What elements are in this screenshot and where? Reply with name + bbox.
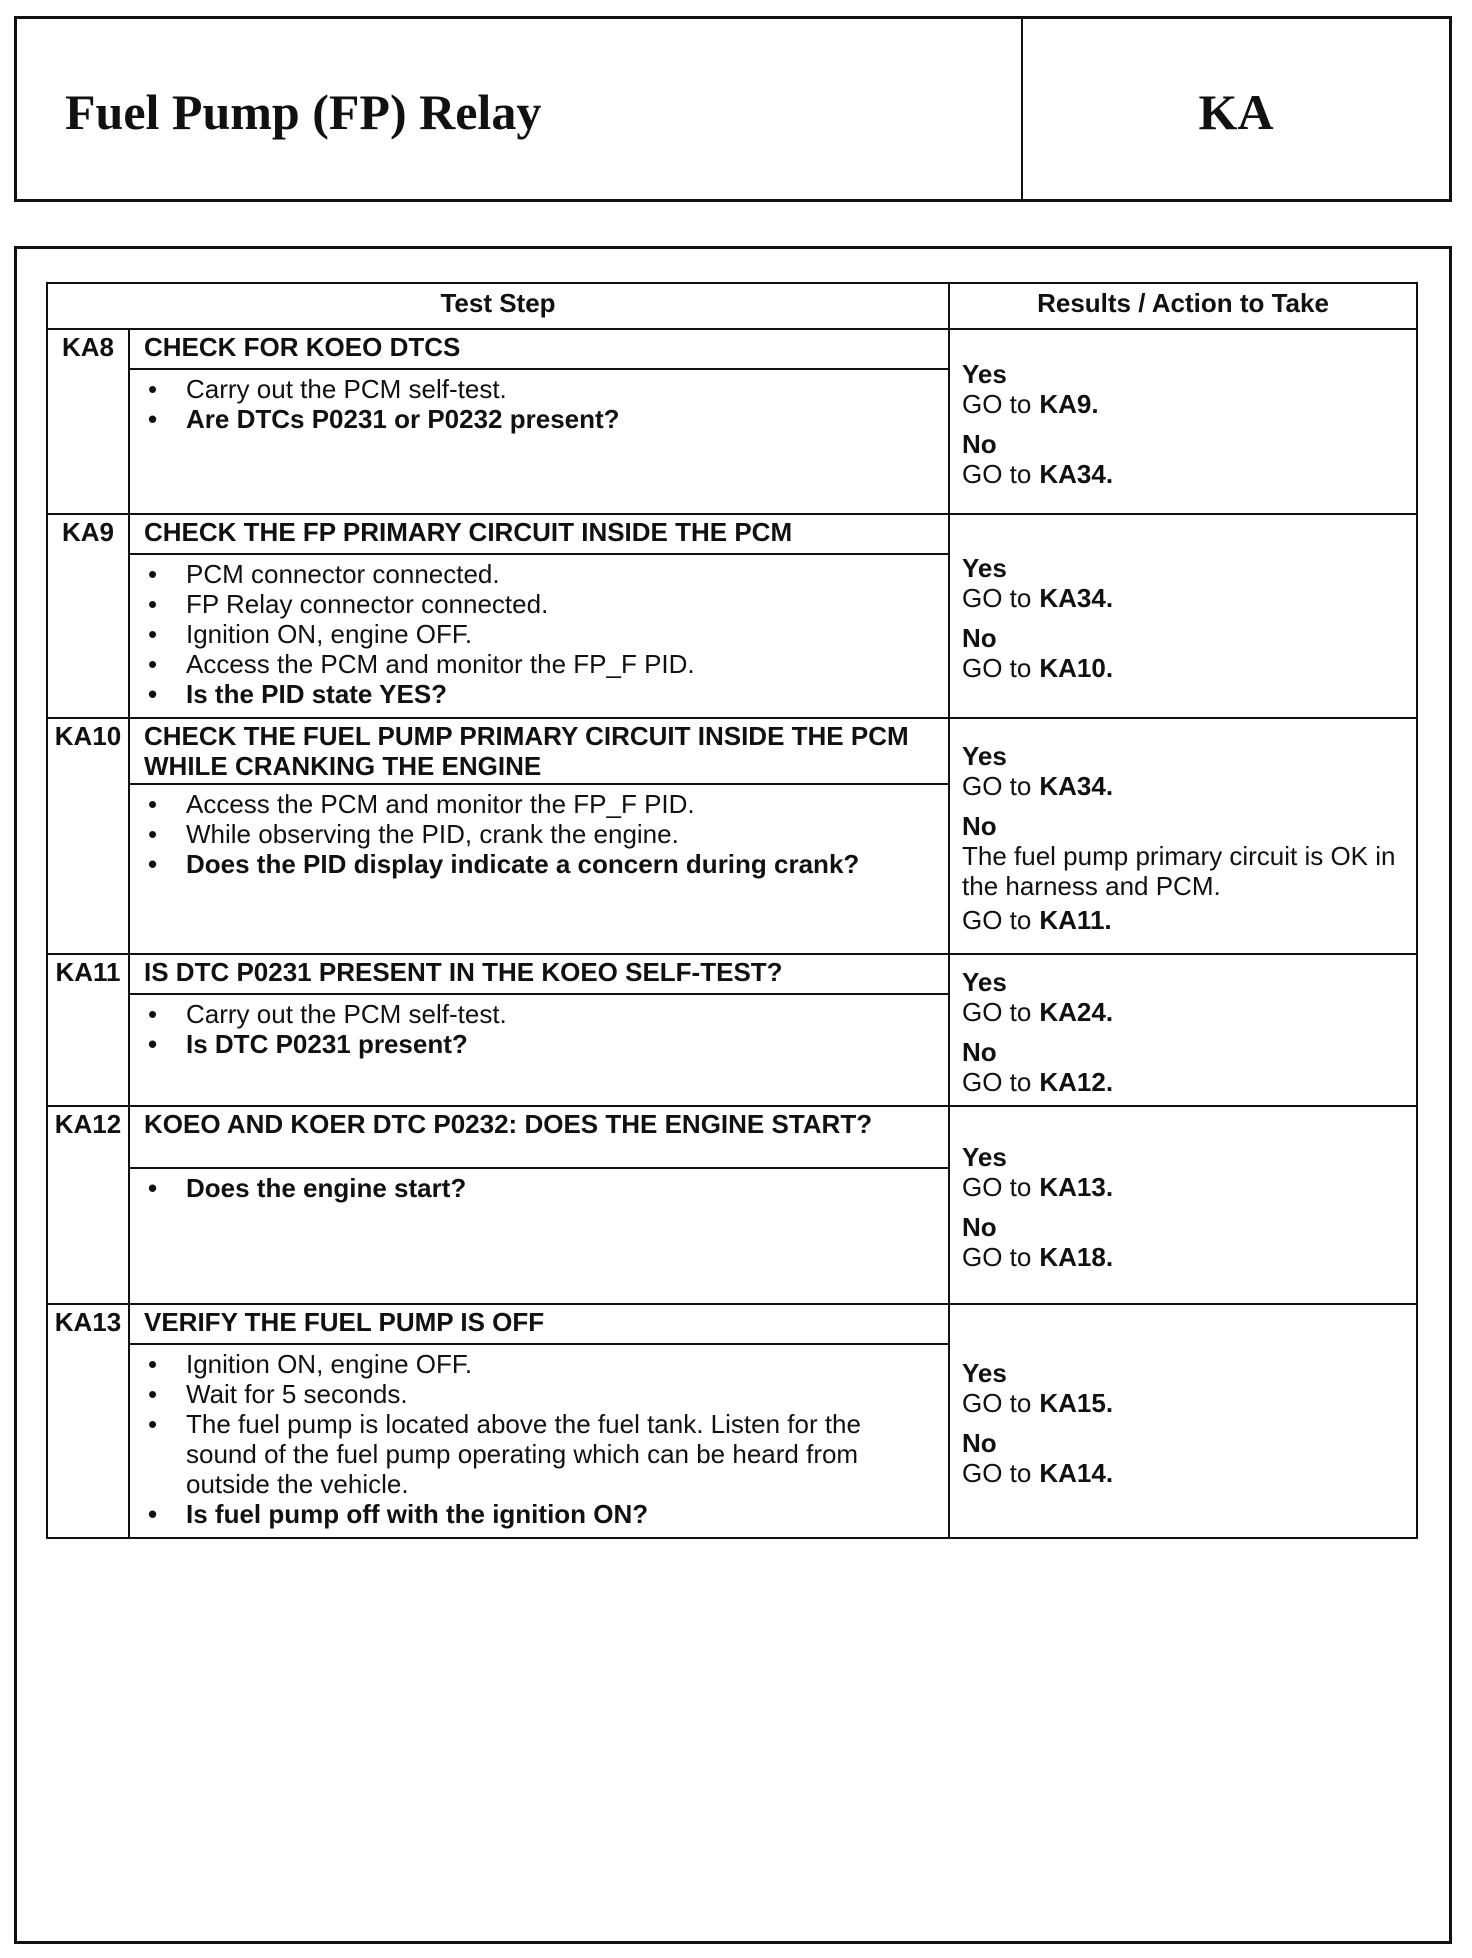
no-target-link[interactable]: KA14. — [1039, 1458, 1114, 1488]
yes-action — [962, 997, 1410, 1027]
step-question: • Is fuel pump off with the ignition ON? — [144, 1499, 938, 1529]
no-action — [962, 459, 1410, 489]
step-title: IS DTC P0231 PRESENT IN THE KOEO SELF-TEST? — [129, 954, 949, 994]
step-header-row — [47, 1304, 1417, 1344]
yes-action — [962, 389, 1410, 419]
step-id: KA8 — [47, 329, 129, 514]
yes-action — [962, 1388, 1410, 1418]
step-title: CHECK THE FUEL PUMP PRIMARY CIRCUIT INSIDE THE PCM WHILE CRANKING THE ENGINE — [129, 718, 949, 784]
step-bullet-item: • FP Relay connector connected. — [144, 589, 938, 619]
step-bullet-list — [144, 1173, 938, 1203]
yes-label: Yes — [962, 967, 1007, 997]
step-question: • Is DTC P0231 present? — [144, 1029, 938, 1059]
step-header-row — [47, 1106, 1417, 1168]
yes-label: Yes — [962, 1358, 1007, 1388]
yes-target-link[interactable]: KA9. — [1039, 388, 1099, 419]
no-action — [962, 1067, 1410, 1097]
yes-go-text: GO to — [962, 583, 1032, 613]
step-result — [949, 1304, 1417, 1538]
step-header-row — [47, 329, 1417, 369]
step-body — [129, 994, 949, 1106]
no-go-text: GO to — [962, 1242, 1032, 1272]
yes-go-text: GO to — [962, 1388, 1032, 1418]
test-step-table — [46, 282, 1418, 1539]
step-title: VERIFY THE FUEL PUMP IS OFF — [129, 1304, 949, 1344]
steps-body — [47, 329, 1417, 1538]
step-bullet-item: • Carry out the PCM self-test. — [144, 374, 938, 404]
col-header-results: Results / Action to Take — [949, 283, 1417, 329]
yes-label: Yes — [962, 1142, 1007, 1172]
step-result — [949, 329, 1417, 514]
no-go-text: GO to — [962, 458, 1032, 489]
step-id: KA12 — [47, 1106, 129, 1304]
yes-go-text: GO to — [962, 388, 1032, 419]
no-action — [962, 1242, 1410, 1272]
yes-target-link[interactable]: KA34. — [1039, 583, 1114, 613]
step-header-row — [47, 514, 1417, 554]
section-code: KA — [1198, 84, 1274, 140]
no-label: No — [962, 1212, 997, 1242]
step-title: CHECK FOR KOEO DTCS — [129, 329, 949, 369]
step-id: KA11 — [47, 954, 129, 1106]
yes-action — [962, 1172, 1410, 1202]
yes-target-link[interactable]: KA24. — [1039, 997, 1114, 1027]
no-label: No — [962, 1037, 997, 1067]
no-target-link[interactable]: KA10. — [1039, 653, 1114, 683]
yes-target-link[interactable]: KA34. — [1039, 771, 1114, 801]
step-id: KA9 — [47, 514, 129, 718]
step-result — [949, 954, 1417, 1106]
no-go-text: GO to — [962, 1458, 1032, 1488]
step-id: KA13 — [47, 1304, 129, 1538]
no-target-link[interactable]: KA11. — [1039, 905, 1112, 935]
step-title: KOEO AND KOER DTC P0232: DOES THE ENGINE START? — [129, 1106, 949, 1168]
step-question: • Does the engine start? — [144, 1173, 938, 1203]
yes-go-text: GO to — [962, 1172, 1032, 1202]
no-go-text: GO to — [962, 905, 1032, 935]
step-bullet-item: • Ignition ON, engine OFF. — [144, 1349, 938, 1379]
yes-target-link[interactable]: KA13. — [1039, 1172, 1114, 1202]
yes-go-text: GO to — [962, 771, 1032, 801]
step-header-row — [47, 954, 1417, 994]
step-body — [129, 784, 949, 954]
no-label: No — [962, 428, 997, 459]
no-label: No — [962, 811, 997, 841]
no-label: No — [962, 1428, 997, 1458]
page-title: Fuel Pump (FP) Relay — [65, 84, 542, 140]
step-bullet-list — [144, 999, 938, 1059]
step-body — [129, 1344, 949, 1538]
step-bullet-item: • Access the PCM and monitor the FP_F PID. — [144, 649, 938, 679]
no-go-text: GO to — [962, 653, 1032, 683]
step-bullet-item: • The fuel pump is located above the fuel tank. Listen for the sound of the fuel pump operating which can be heard from outside the vehicle. — [144, 1409, 938, 1499]
step-result — [949, 1106, 1417, 1304]
yes-target-link[interactable]: KA15. — [1039, 1388, 1114, 1418]
title-box — [14, 16, 1452, 202]
step-result — [949, 718, 1417, 954]
step-bullet-item: • Access the PCM and monitor the FP_F PID. — [144, 789, 938, 819]
step-body — [129, 554, 949, 718]
step-bullet-item: • PCM connector connected. — [144, 559, 938, 589]
step-bullet-list — [144, 559, 938, 709]
yes-label: Yes — [962, 741, 1007, 771]
step-body — [129, 369, 949, 514]
step-bullet-item: • Carry out the PCM self-test. — [144, 999, 938, 1029]
no-target-link[interactable]: KA12. — [1039, 1067, 1114, 1097]
step-bullet-list — [144, 374, 938, 434]
no-action — [962, 1458, 1410, 1488]
yes-action — [962, 583, 1410, 613]
no-label: No — [962, 623, 997, 653]
step-question: • Does the PID display indicate a concern during crank? — [144, 849, 938, 879]
step-question: • Are DTCs P0231 or P0232 present? — [144, 404, 938, 434]
no-target-link[interactable]: KA34. — [1039, 458, 1114, 489]
step-bullet-item: • While observing the PID, crank the engine. — [144, 819, 938, 849]
no-note: The fuel pump primary circuit is OK in the harness and PCM. — [962, 841, 1396, 901]
no-action — [962, 653, 1410, 683]
step-result — [949, 514, 1417, 718]
step-header-row — [47, 718, 1417, 784]
table-header-row — [47, 283, 1417, 329]
no-target-link[interactable]: KA18. — [1039, 1242, 1114, 1272]
step-id: KA10 — [47, 718, 129, 954]
step-title: CHECK THE FP PRIMARY CIRCUIT INSIDE THE PCM — [129, 514, 949, 554]
yes-go-text: GO to — [962, 997, 1032, 1027]
step-bullet-item: • Wait for 5 seconds. — [144, 1379, 938, 1409]
step-bullet-item: • Ignition ON, engine OFF. — [144, 619, 938, 649]
col-header-test-step: Test Step — [47, 283, 949, 329]
yes-label: Yes — [962, 358, 1007, 389]
no-go-text: GO to — [962, 1067, 1032, 1097]
no-action — [962, 905, 1410, 935]
step-question: • Is the PID state YES? — [144, 679, 938, 709]
step-body — [129, 1168, 949, 1304]
step-bullet-list — [144, 789, 938, 879]
step-bullet-list — [144, 1349, 938, 1529]
yes-label: Yes — [962, 553, 1007, 583]
yes-action — [962, 771, 1410, 801]
